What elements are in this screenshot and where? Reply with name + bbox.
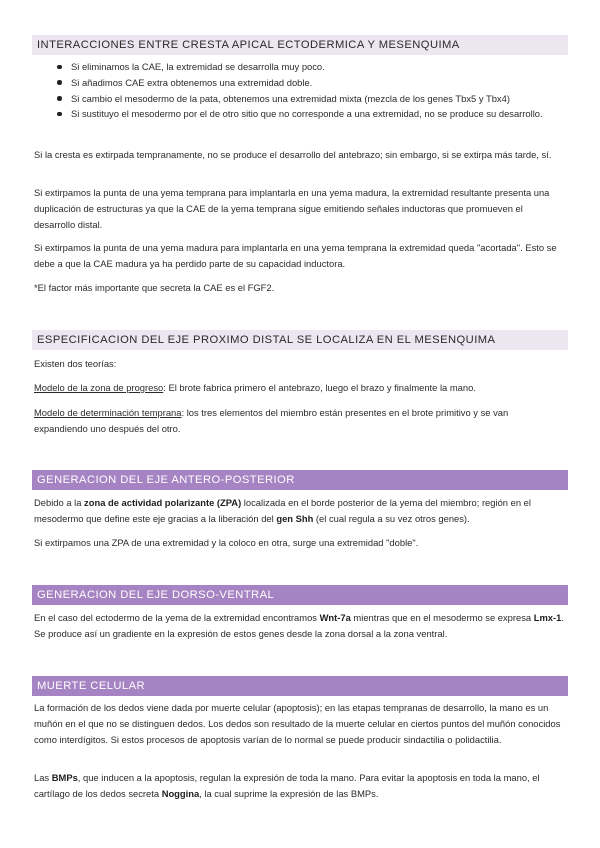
model-label: Modelo de determinación temprana <box>34 407 182 418</box>
paragraph-model-early: Modelo de determinación temprana: los tres elementos del miembro están presentes en el brote primitivo y se van expandiendo uno después del otro. <box>34 407 509 434</box>
paragraph: Debido a la zona de actividad polarizante (ZPA) localizada en el borde posterior de la yema del miembro; región en el mesodermo que define este eje gracias a la liberación del gen Shh (el cual regula a su vez otros genes). <box>34 497 531 524</box>
list-item: Si eliminamos la CAE, la extremidad se desarrolla muy poco. <box>34 59 564 75</box>
bullet-list <box>34 59 564 122</box>
list-item: Si sustituyo el mesodermo por el de otro sitio que no corresponde a una extremidad, no se produce su desarrollo. <box>34 106 564 122</box>
paragraph: Las BMPs, que inducen a la apoptosis, regulan la expresión de toda la mano. Para evitar la apoptosis en toda la mano, el cartílago de los dedos secreta Noggina, la cual suprime la expresión de las BMPs. <box>34 772 540 799</box>
paragraph: La formación de los dedos viene dada por muerte celular (apoptosis); en las etapas tempranas de desarrollo, la mano es un muñón en el que no se distinguen dedos. Los dedos son resultado de la muerte celular en ciertos puntos del muñón conocidos como interdígitos. Si estos procesos de apoptosis varían de lo normal se puede producir sindactilia o polidactilia. <box>34 702 561 745</box>
paragraph: Si extirpamos la punta de una yema madura para implantarla en una yema temprana la extremidad queda "acortada". Esto se debe a que la CAE madura ya ha perdido parte de su capacidad inductora. <box>34 242 557 269</box>
model-label: Modelo de la zona de progreso <box>34 382 164 393</box>
paragraph: Si la cresta es extirpada tempranamente, no se produce el desarrollo del antebrazo; sin embargo, si se extirpa más tarde, sí. <box>34 149 552 160</box>
section-heading-eje-proximo-distal: ESPECIFICACION DEL EJE PROXIMO DISTAL SE LOCALIZA EN EL MESENQUIMA <box>32 330 568 350</box>
paragraph: En el caso del ectodermo de la yema de la extremidad encontramos Wnt-7a mientras que en el mesodermo se expresa Lmx-1. Se produce así un gradiente en la expresión de estos genes desde la zona dorsal a la zona ventral. <box>34 612 564 639</box>
paragraph-model-progress: Modelo de la zona de progreso: El brote fabrica primero el antebrazo, luego el brazo y finalmente la mano. <box>34 382 476 393</box>
paragraph: *El factor más importante que secreta la CAE es el FGF2. <box>34 282 275 293</box>
list-item: Si añadimos CAE extra obtenemos una extremidad doble. <box>34 75 564 91</box>
paragraph: Existen dos teorías: <box>34 358 117 369</box>
paragraph: Si extirpamos la punta de una yema temprana para implantarla en una yema madura, la extremidad resultante presenta una duplicación de estructuras ya que la CAE de la yema temprana sigue emitiendo señales inductoras que promueven el desarrollo distal. <box>34 187 550 230</box>
list-item: Si cambio el mesodermo de la pata, obtenemos una extremidad mixta (mezcla de los genes Tbx5 y Tbx4) <box>34 91 564 107</box>
section-heading-eje-antero-posterior: GENERACION DEL EJE ANTERO-POSTERIOR <box>32 470 568 490</box>
paragraph: Si extirpamos una ZPA de una extremidad y la coloco en otra, surge una extremidad "doble". <box>34 537 419 548</box>
section-heading-cae-mesenquima: INTERACCIONES ENTRE CRESTA APICAL ECTODERMICA Y MESENQUIMA <box>32 35 568 55</box>
section-heading-eje-dorso-ventral: GENERACION DEL EJE DORSO-VENTRAL <box>32 585 568 605</box>
section-heading-muerte-celular: MUERTE CELULAR <box>32 676 568 696</box>
